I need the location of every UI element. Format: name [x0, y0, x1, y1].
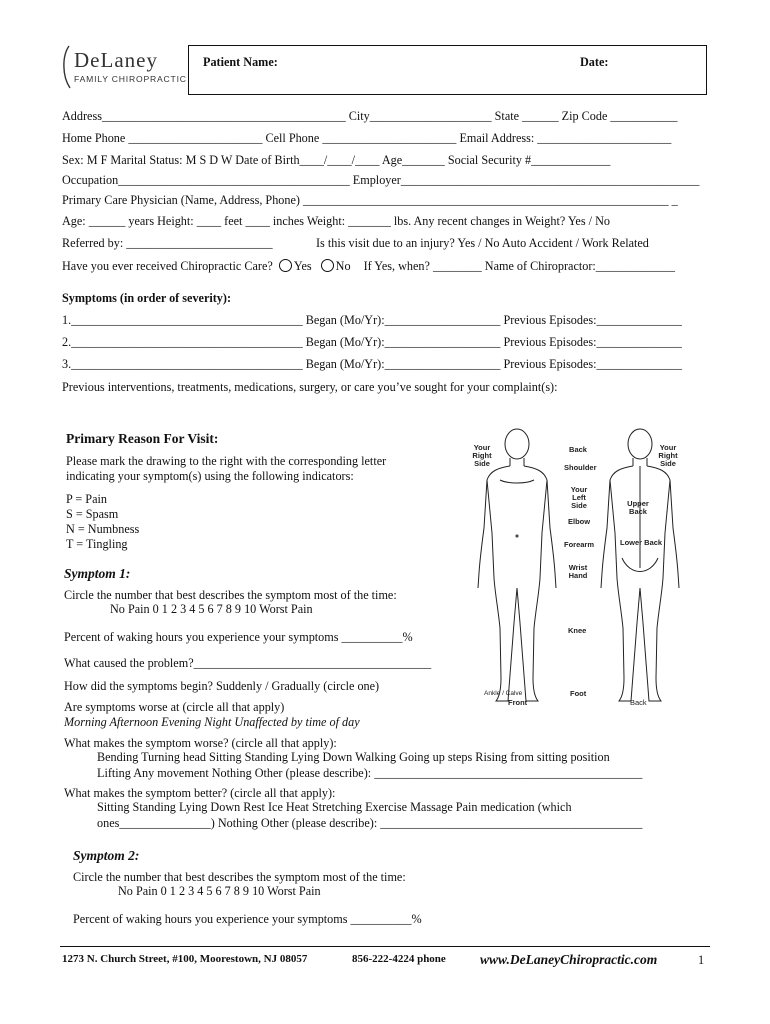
symptom2-heading: Symptom 2:	[73, 848, 140, 863]
label-elbow: Elbow	[568, 517, 591, 526]
primary-reason-heading: Primary Reason For Visit:	[66, 431, 219, 446]
footer-phone: 856-222-4224 phone	[352, 953, 446, 965]
label-right-side-front: Your Right Side	[472, 443, 492, 468]
indicator-numbness: N = Numbness	[66, 522, 140, 536]
symptom1-times[interactable]: Morning Afternoon Evening Night Unaffected by time of day	[64, 715, 360, 729]
symptom1-pain-scale[interactable]: No Pain 0 1 2 3 4 5 6 7 8 9 10 Worst Pain	[110, 602, 313, 616]
symptom1-percent[interactable]: Percent of waking hours you experience your symptoms __________%	[64, 630, 413, 644]
footer-rule	[60, 946, 710, 947]
patient-header-box	[188, 45, 707, 95]
primary-instructions-1: Please mark the drawing to the right with the corresponding letter	[66, 454, 387, 468]
symptom1-worse-options-2[interactable]: Lifting Any movement Nothing Other (please describe): ____________________________________________	[97, 766, 643, 780]
referred-by-field[interactable]: Referred by: ________________________	[62, 236, 273, 250]
symptom-line-3[interactable]: 3.______________________________________ Began (Mo/Yr):___________________ Previous Episodes:______________	[62, 357, 682, 371]
label-back-bottom: Back	[630, 698, 647, 707]
indicator-spasm: S = Spasm	[66, 507, 119, 521]
label-ankle: Ankle / Calve	[484, 690, 523, 697]
logo-swoosh-icon	[60, 44, 74, 90]
symptom1-better-options-1[interactable]: Sitting Standing Lying Down Rest Ice Heat Stretching Exercise Massage Pain medication (which	[97, 800, 572, 814]
physician-row[interactable]: Primary Care Physician (Name, Address, Phone) ____________________________________________________________ _	[62, 193, 678, 207]
injury-question[interactable]: Is this visit due to an injury? Yes / No Auto Accident / Work Related	[316, 236, 649, 250]
logo-brand: DeLaney	[74, 48, 158, 72]
label-lower-back: Lower Back	[620, 538, 663, 547]
symptom-line-1[interactable]: 1.______________________________________ Began (Mo/Yr):___________________ Previous Episodes:______________	[62, 313, 682, 327]
age-height-row[interactable]: Age: ______ years Height: ____ feet ____ inches Weight: _______ lbs. Any recent changes in Weight? Yes / No	[62, 214, 610, 228]
label-knee: Knee	[568, 626, 587, 635]
logo-tagline: FAMILY CHIROPRACTIC	[74, 74, 187, 84]
symptom1-worse-options-1[interactable]: Bending Turning head Sitting Standing Lying Down Walking Going up steps Rising from sitting position	[97, 750, 610, 764]
symptom1-worse-question: What makes the symptom worse? (circle all that apply):	[64, 736, 337, 750]
logo	[60, 44, 185, 90]
label-upper-back: Upper Back	[627, 499, 649, 516]
address-row[interactable]: Address________________________________________ City____________________ State ______ Zip Code ___________	[62, 109, 678, 123]
label-forearm: Forearm	[564, 540, 595, 549]
label-front: Front	[508, 698, 528, 707]
symptom1-worse-at: Are symptoms worse at (circle all that apply)	[64, 700, 285, 714]
page-number: 1	[698, 953, 705, 967]
no-label: No	[335, 259, 351, 273]
symptom1-heading: Symptom 1:	[64, 566, 131, 581]
indicator-tingling: T = Tingling	[66, 537, 128, 551]
indicator-pain: P = Pain	[66, 492, 107, 506]
label-shoulder: Shoulder	[564, 463, 597, 472]
label-foot: Foot	[570, 689, 587, 698]
patient-name-label: Patient Name:	[203, 55, 278, 69]
phone-row[interactable]: Home Phone ______________________ Cell Phone ______________________ Email Address: ______________________	[62, 131, 672, 145]
yes-radio[interactable]	[279, 259, 292, 272]
symptom1-better-options-2[interactable]: ones_______________) Nothing Other (please describe): ___________________________________________	[97, 816, 643, 830]
footer-address: 1273 N. Church Street, #100, Moorestown, NJ 08057	[62, 953, 308, 965]
footer-website[interactable]: www.DeLaneyChiropractic.com	[480, 952, 658, 967]
chiro-care-question: Have you ever received Chiropractic Care?	[62, 259, 273, 273]
symptom2-circle-instr: Circle the number that best describes the symptom most of the time:	[73, 870, 406, 884]
no-radio[interactable]	[321, 259, 334, 272]
symptoms-heading: Symptoms (in order of severity):	[62, 291, 232, 305]
yes-label: Yes	[293, 259, 312, 273]
symptom2-percent[interactable]: Percent of waking hours you experience your symptoms __________%	[73, 912, 422, 926]
label-wrist-hand: Wrist Hand	[568, 563, 588, 580]
date-label: Date:	[580, 55, 609, 69]
symptom1-better-question: What makes the symptom better? (circle all that apply):	[64, 786, 336, 800]
chiro-care-row	[62, 259, 675, 274]
symptom2-pain-scale[interactable]: No Pain 0 1 2 3 4 5 6 7 8 9 10 Worst Pain	[118, 884, 321, 898]
occupation-row[interactable]: Occupation______________________________________ Employer_________________________________________________	[62, 173, 700, 187]
previous-interventions: Previous interventions, treatments, medications, surgery, or care you’ve sought for your complaint(s):	[62, 380, 558, 394]
primary-instructions-2: indicating your symptom(s) using the following indicators:	[66, 469, 354, 483]
symptom1-circle-instr: Circle the number that best describes the symptom most of the time:	[64, 588, 397, 602]
sex-marital-row[interactable]: Sex: M F Marital Status: M S D W Date of Birth____/____/____ Age_______ Social Security #_____________	[62, 153, 611, 167]
symptom1-begin[interactable]: How did the symptoms begin? Suddenly / Gradually (circle one)	[64, 679, 380, 693]
body-diagram[interactable]	[470, 418, 710, 718]
symptom1-cause[interactable]: What caused the problem?_______________________________________	[64, 656, 432, 670]
chiro-when-field[interactable]: If Yes, when? ________ Name of Chiropractor:_____________	[363, 259, 676, 273]
label-right-side-back: Your Right Side	[658, 443, 678, 468]
symptom-line-2[interactable]: 2.______________________________________ Began (Mo/Yr):___________________ Previous Episodes:______________	[62, 335, 682, 349]
label-your-left-side: Your Left Side	[570, 485, 588, 510]
label-back-top: Back	[569, 445, 587, 454]
